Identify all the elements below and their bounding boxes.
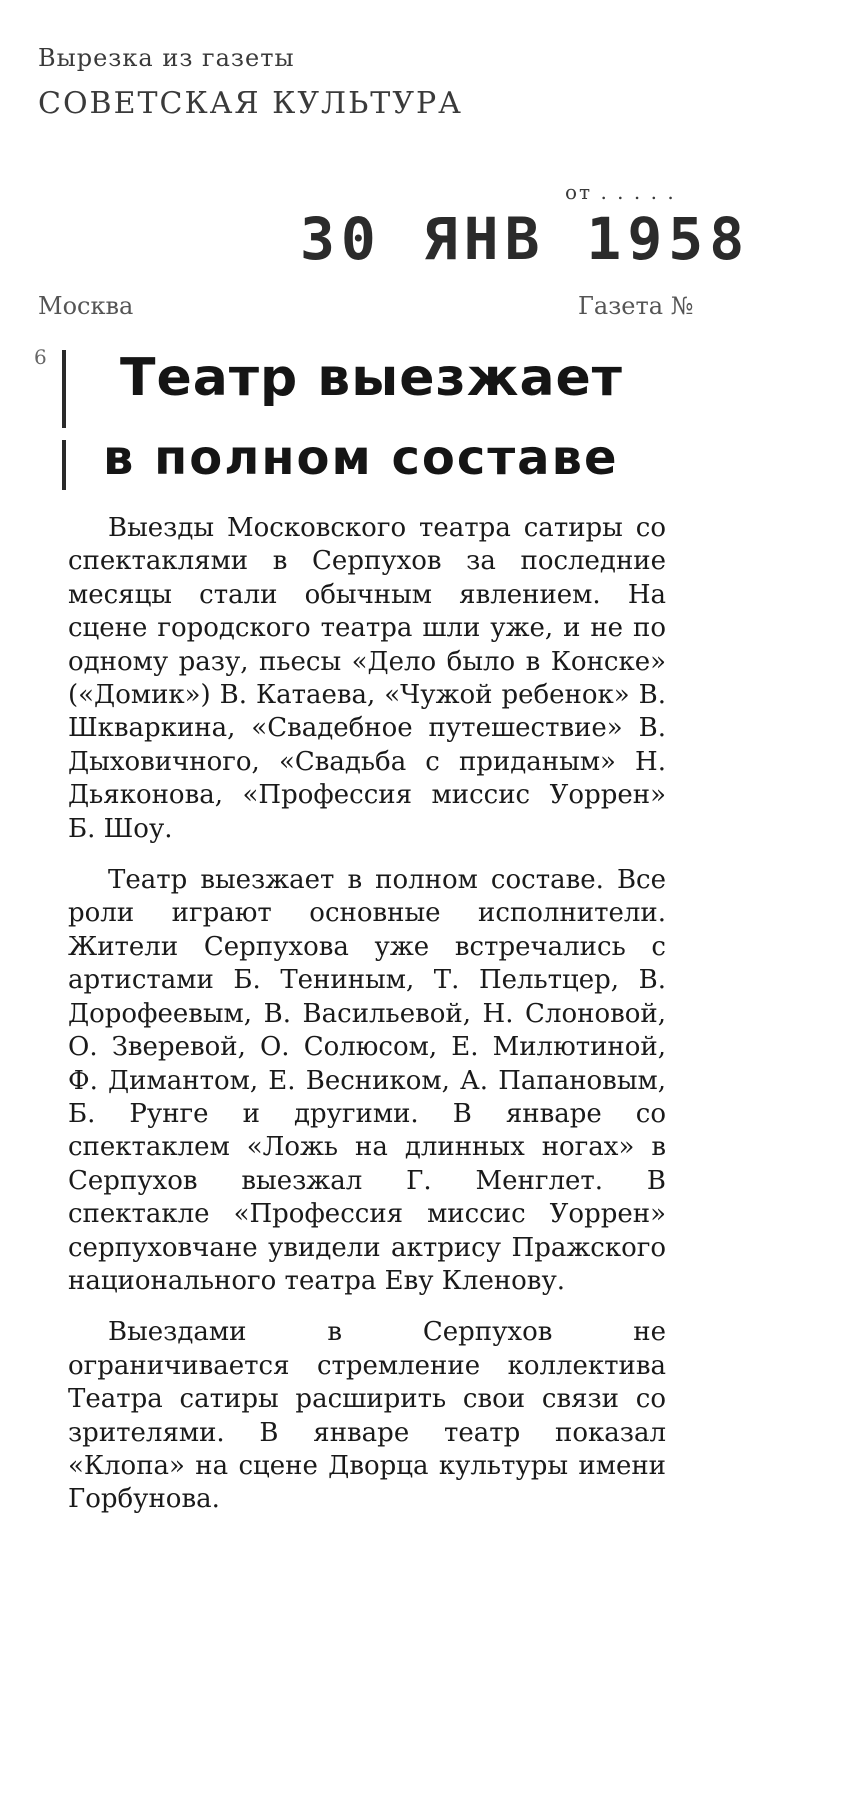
article-paragraph-2: Театр выезжает в полном составе. Все роли играют основные исполнители. Жители Серпухова уже встречались с артистами Б. Тениным, Т. Пельтцер, В. Дорофеевым, В. Васильевой, Н. Слоновой, О. Зверевой, О. Солюсом, Е. Милютиной, Ф. Димантом, Е. Весником, А. Папановым, Б. Рунге и другими. В январе со спектаклем «Ложь на длинных ногах» в Серпухов выезжал Г. Менглет. В спектакле «Профессия миссис Уоррен» серпуховчане увидели актрису Пражского национального театра Еву Кленову.	[68, 865, 666, 1296]
article-paragraph-1: Выезды Московского театра сатиры со спектаклями в Серпухов за последние месяцы стали обычным явлением. На сцене городского театра шли уже, и не по одному разу, пьесы «Дело было в Конске» («Домик») В. Катаева, «Чужой ребенок» В. Шкваркина, «Свадебное путешествие» В. Дыховичного, «Свадьба с приданым» Н. Дьяконова, «Профессия миссис Уоррен» Б. Шоу.	[68, 513, 666, 844]
gazeta-number-label: Газета №	[578, 292, 694, 320]
article-paragraph-3: Выездами в Серпухов не ограничивается стремление коллектива Театра сатиры расширить свои связи со зрителями. В январе театр показал «Клопа» на сцене Дворца культуры имени Горбунова.	[68, 1317, 666, 1515]
city-label: Москва	[38, 292, 134, 320]
margin-rule	[62, 440, 66, 490]
headline-line-2: в полном составе	[103, 430, 619, 486]
newspaper-name: СОВЕТСКАЯ КУЛЬТУРА	[38, 86, 463, 121]
headline-line-1: Театр выезжает	[120, 348, 623, 408]
margin-rule	[62, 350, 66, 428]
article-body	[68, 512, 666, 1535]
page-number: 6	[34, 345, 47, 369]
date-prefix: от . . . . .	[565, 180, 676, 204]
clipping-label: Вырезка из газеты	[38, 44, 295, 72]
stamp-date: 30 ЯНВ 1958	[300, 205, 751, 273]
